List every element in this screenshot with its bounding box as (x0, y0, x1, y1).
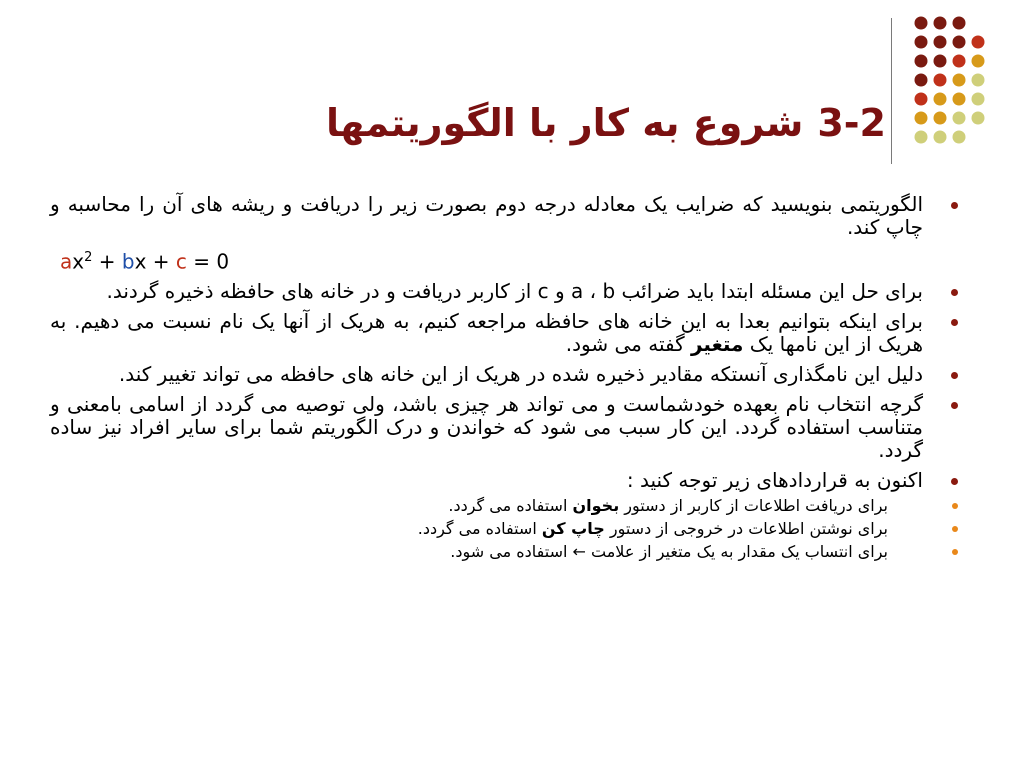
quadratic-equation: $ax^2$ + bx + c = 0 (60, 249, 230, 274)
decor-dot (953, 17, 966, 30)
decor-dot (915, 17, 928, 30)
decor-dot (953, 36, 966, 49)
decor-dot (934, 74, 947, 87)
decor-dot (953, 55, 966, 68)
decor-dot (953, 112, 966, 125)
bullet-item: گرچه انتخاب نام بعهده خودشماست و می تواند هر چیزی باشد، ولی توصیه می گردد از اسامی بامعنی و متناسب استفاده گردد. این کار سبب می شود که خواندن و درک الگوریتم شما برای سایر افراد نیز ساده گردد. (50, 393, 940, 462)
decor-dot (972, 93, 985, 106)
decor-dot (972, 36, 985, 49)
decor-dot (934, 93, 947, 106)
bullet-item: اکنون به قراردادهای زیر توجه کنید : (50, 469, 940, 492)
decor-dot (915, 36, 928, 49)
divider-line (891, 18, 892, 164)
sub-bullet-item: برای دریافت اطلاعات از کاربر از دستور بخوان استفاده می گردد. (50, 494, 940, 517)
decor-dot (915, 93, 928, 106)
decor-dot (972, 55, 985, 68)
bullet-item: دلیل این نامگذاری آنستکه مقادیر ذخیره شده در هریک از این خانه های حافظه می تواند تغییر کند. (50, 363, 940, 386)
decor-dot (934, 17, 947, 30)
bold-term: چاپ کن (541, 518, 605, 538)
sub-bullet-item: برای نوشتن اطلاعات در خروجی از دستور چاپ کن استفاده می گردد. (50, 517, 940, 540)
decor-dot (934, 112, 947, 125)
slide-body (50, 193, 940, 563)
bullet-item: برای اینکه بتوانیم بعدا به این خانه های حافظه مراجعه کنیم، به هریک از آنها یک نام نسبت می دهیم. به هریک از این نامها یک متغیر گفته می شود. (50, 310, 940, 356)
sub-bullet-item: برای انتساب یک مقدار به یک متغیر از علامت ← استفاده می شود. (50, 540, 940, 563)
decor-dot (953, 131, 966, 144)
bullet-item: برای حل این مسئله ابتدا باید ضرائب a ، b و c از کاربر دریافت و در خانه های حافظه ذخیره گردند. (50, 280, 940, 303)
title-number: 3-2 (817, 101, 886, 145)
decor-dot (972, 112, 985, 125)
bullet-item: الگوریتمی بنویسید که ضرایب یک معادله درجه دوم بصورت زیر را دریافت و ریشه های آن را محاسبه و چاپ کند. (50, 193, 940, 239)
decor-dot (915, 131, 928, 144)
decor-dot (972, 74, 985, 87)
decor-dot (934, 131, 947, 144)
decor-dot (915, 112, 928, 125)
slide-title (200, 88, 886, 158)
decor-dot (934, 36, 947, 49)
decor-dot (953, 93, 966, 106)
decor-dot (915, 74, 928, 87)
decor-dot (915, 55, 928, 68)
decor-dot (953, 74, 966, 87)
bold-term: بخوان (572, 495, 620, 515)
title-text: شروع به کار با الگوریتمها (326, 101, 804, 145)
bold-term: متغیر (690, 331, 744, 356)
decor-dot (934, 55, 947, 68)
